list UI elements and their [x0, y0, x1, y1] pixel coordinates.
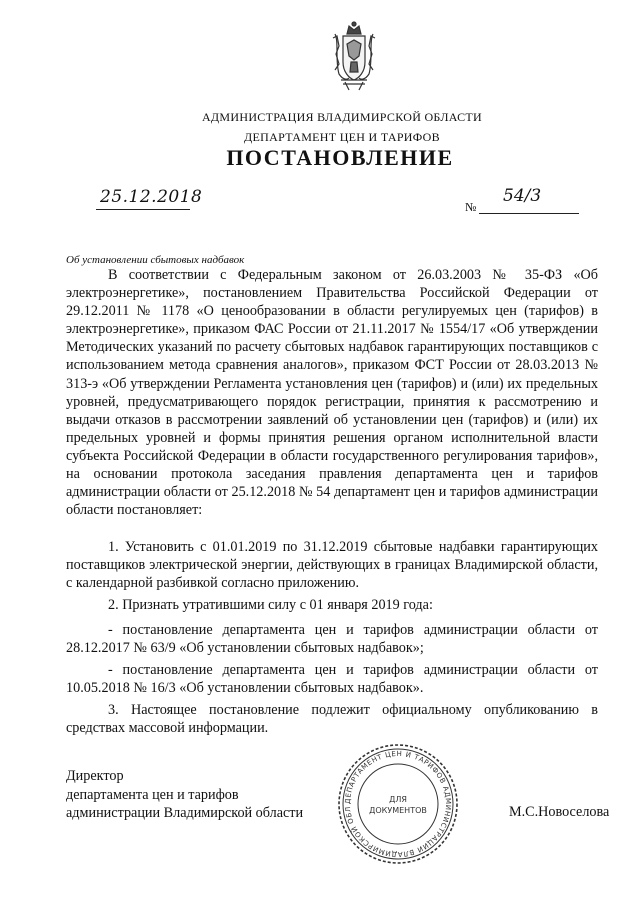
clause-3-paragraph: 3. Настоящее постановление подлежит официальному опубликованию в средствах массовой информации. — [66, 702, 598, 737]
document-number: 54/3 — [503, 186, 542, 206]
official-seal-icon — [336, 742, 460, 866]
number-sign: № — [465, 200, 477, 214]
signer-position — [66, 767, 303, 823]
document-subject: Об установлении сбытовых надбавок — [66, 254, 245, 266]
coat-of-arms-icon — [331, 20, 377, 96]
clause-2-item-2: - постановление департамента цен и тарифов администрации области от 10.05.2018 № 16/3 «Об установлении сбытовых надбавок». — [66, 662, 598, 697]
clause-1-paragraph: 1. Установить с 01.01.2019 по 31.12.2019 сбытовые надбавки гарантирующих поставщиков электрической энергии, действующих в границах Владимирской области, с календарной разбивкой согласно приложению. — [66, 539, 598, 592]
org-name: АДМИНИСТРАЦИЯ ВЛАДИМИРСКОЙ ОБЛАСТИ — [201, 110, 483, 124]
signer-position-line-2: департамента цен и тарифов — [66, 786, 239, 803]
seal-inner-text-2: ДОКУМЕНТОВ — [369, 806, 427, 815]
number-underline — [479, 213, 579, 214]
signer-position-line-1: Директор — [66, 768, 124, 784]
signer-position-line-3: администрации Владимирской области — [66, 805, 304, 821]
letterhead — [0, 107, 640, 147]
date-underline — [96, 209, 190, 210]
document-date: 25.12.2018 — [100, 187, 203, 207]
signer-name: М.С.Новоселова — [509, 804, 610, 820]
document-type-title: ПОСТАНОВЛЕНИЕ — [226, 145, 454, 170]
clause-2-paragraph: 2. Признать утратившими силу с 01 января 2019 года: — [108, 597, 433, 613]
clause-2-item-1: - постановление департамента цен и тарифов администрации области от 28.12.2017 № 63/9 «Об установлении сбытовых надбавок»; — [66, 622, 598, 657]
seal-ring-text: ДЕПАРТАМЕНТ ЦЕН И ТАРИФОВ АДМИНИСТРАЦИИ ВЛАДИМИРСКОЙ ОБЛ — [343, 749, 453, 859]
seal-inner-text-1: ДЛЯ — [389, 795, 407, 804]
department-name: ДЕПАРТАМЕНТ ЦЕН И ТАРИФОВ — [244, 130, 440, 144]
preamble-paragraph: В соответствии с Федеральным законом от 26.03.2003 № 35-ФЗ «Об электроэнергетике», постановлением Правительства Российской Федерации от 29.12.2011 № 1178 «О ценообразовании в области регулируемых цен (тарифов) в электроэнергетике», приказом ФАС России от 21.11.2017 № 1554/17 «Об утверждении Методических указаний по расчету сбытовых надбавок гарантирующих поставщиков с использованием метода сравнения аналогов», приказом ФСТ России от 28.03.2013 № 313-э «Об утверждении Регламента установления цен (тарифов) и (или) их предельных уровней, предусматривающего порядок регистрации, принятия к рассмотрению и выдачи отказов в рассмотрении заявлений об установлении цен (тарифов) и (или) их предельных уровней и формы принятия решения органом исполнительной власти субъекта Российской Федерации в области государственного регулирования тарифов», на основании протокола заседания правления департамента цен и тарифов администрации области от 25.12.2018 № 54 департамент цен и тарифов администрации области постановляет: — [66, 267, 598, 519]
